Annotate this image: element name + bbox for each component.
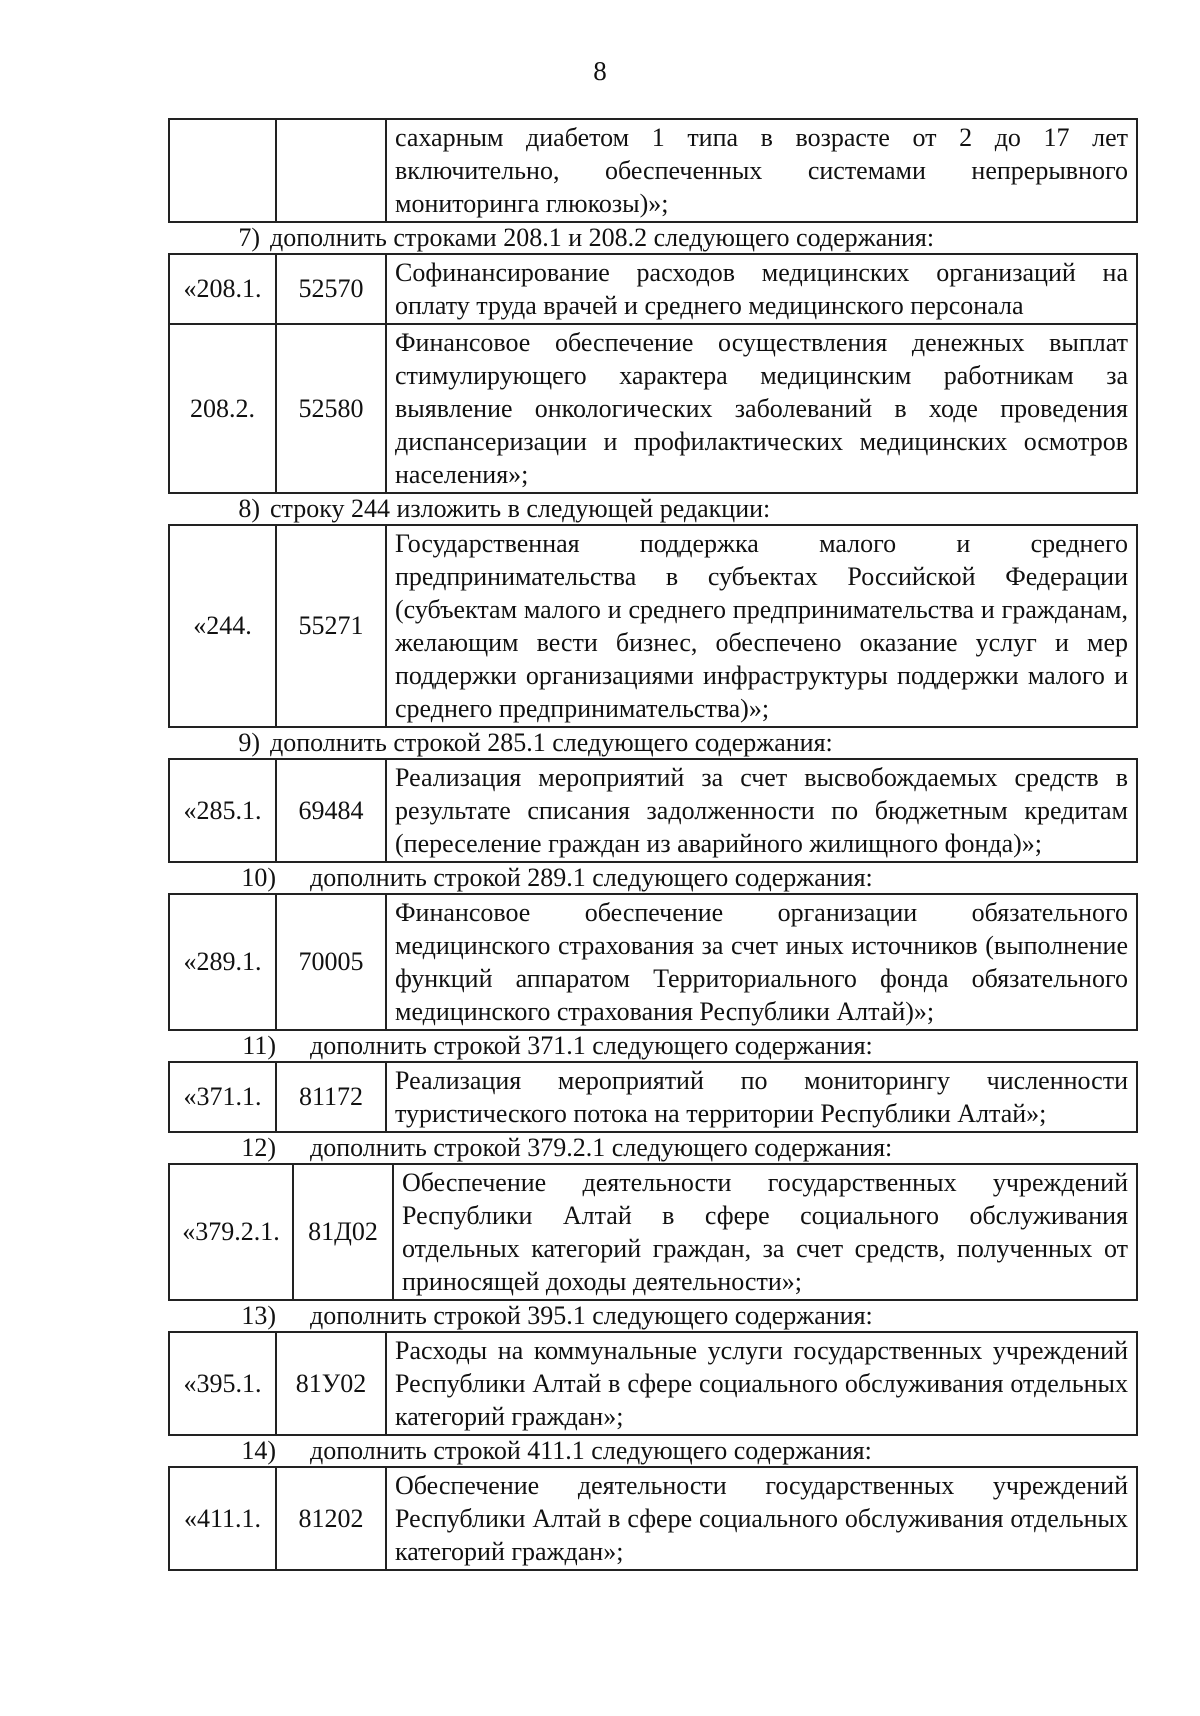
row-code: 81172 [276,1062,386,1132]
section-number: 8) [238,494,260,523]
row-number: «379.2.1. [169,1164,293,1300]
row-text: Реализация мероприятий по мониторингу численности туристического потока на территории Республики Алтай»; [386,1062,1137,1132]
row-code: 52580 [276,324,386,493]
row-code: 81Д02 [293,1164,393,1300]
section-table [168,1061,1138,1133]
section-number: 11) [242,1031,276,1060]
table-row [169,1332,1137,1435]
row-number: «371.1. [169,1062,276,1132]
table-row [169,254,1137,324]
row-number [169,119,276,222]
table-row [169,324,1137,493]
row-number: 208.2. [169,324,276,493]
row-text: Расходы на коммунальные услуги государственных учреждений Республики Алтай в сфере социального обслуживания отдельных категорий граждан»; [386,1332,1137,1435]
section-heading [168,1133,1138,1163]
continuation-table [168,118,1138,223]
row-code: 52570 [276,254,386,324]
section-table [168,1163,1138,1301]
row-code: 70005 [276,894,386,1030]
row-text: Государственная поддержка малого и среднего предпринимательства в субъектах Российской Федерации (субъектам малого и среднего предпринимательства и гражданам, желающим вести бизнес, обеспечено оказание услуг и мер поддержки организациями инфраструктуры поддержки малого и среднего предпринимательства)»; [386,525,1137,727]
section-table [168,253,1138,494]
row-text: Софинансирование расходов медицинских организаций на оплату труда врачей и среднего медицинского персонала [386,254,1137,324]
section-number: 14) [241,1436,276,1465]
section-number: 12) [241,1133,276,1162]
section-table [168,1331,1138,1436]
table-row [169,1062,1137,1132]
section-heading [168,1436,1138,1466]
table-row [169,759,1137,862]
row-text: Финансовое обеспечение организации обязательного медицинского страхования за счет иных источников (выполнение функций аппаратом Территориального фонда обязательного медицинского страхования Республики Алтай)»; [386,894,1137,1030]
table-row [169,1467,1137,1570]
section-heading [168,1031,1138,1061]
row-number: «395.1. [169,1332,276,1435]
section-text: дополнить строкой 371.1 следующего содержания: [310,1031,873,1060]
section-number: 13) [241,1301,276,1330]
section-table [168,893,1138,1031]
section-number: 7) [238,223,260,252]
section-text: строку 244 изложить в следующей редакции: [270,494,771,523]
row-number: «289.1. [169,894,276,1030]
document-body [168,118,1138,1571]
section-heading [168,728,1138,758]
row-code: 69484 [276,759,386,862]
section-heading [168,1301,1138,1331]
row-text: Обеспечение деятельности государственных учреждений Республики Алтай в сфере социального обслуживания отдельных категорий граждан»; [386,1467,1137,1570]
section-heading [168,223,1138,253]
section-heading [168,863,1138,893]
row-text: Обеспечение деятельности государственных учреждений Республики Алтай в сфере социального обслуживания отдельных категорий граждан, за счет средств, полученных от приносящей доходы деятельности»; [393,1164,1137,1300]
row-code: 81202 [276,1467,386,1570]
section-text: дополнить строкой 289.1 следующего содержания: [310,863,873,892]
section-text: дополнить строкой 379.2.1 следующего содержания: [310,1133,893,1162]
section-table [168,758,1138,863]
table-row [169,1164,1137,1300]
section-table [168,524,1138,728]
table-row [169,894,1137,1030]
row-text: Реализация мероприятий за счет высвобождаемых средств в результате списания задолженности по бюджетным кредитам (переселение граждан из аварийного жилищного фонда)»; [386,759,1137,862]
row-number: «244. [169,525,276,727]
row-number: «411.1. [169,1467,276,1570]
row-text: Финансовое обеспечение осуществления денежных выплат стимулирующего характера медицинским работникам за выявление онкологических заболеваний в ходе проведения диспансеризации и профилактических медицинских осмотров населения»; [386,324,1137,493]
row-code [276,119,386,222]
row-text: сахарным диабетом 1 типа в возрасте от 2 до 17 лет включительно, обеспеченных системами непрерывного мониторинга глюкозы)»; [386,119,1137,222]
section-text: дополнить строками 208.1 и 208.2 следующего содержания: [270,223,935,252]
row-code: 81У02 [276,1332,386,1435]
section-table [168,1466,1138,1571]
page-number: 8 [593,56,607,86]
row-code: 55271 [276,525,386,727]
row-number: «208.1. [169,254,276,324]
table-row [169,119,1137,222]
section-number: 10) [241,863,276,892]
section-text: дополнить строкой 395.1 следующего содержания: [310,1301,873,1330]
section-text: дополнить строкой 411.1 следующего содержания: [310,1436,872,1465]
row-number: «285.1. [169,759,276,862]
section-heading [168,494,1138,524]
section-number: 9) [238,728,260,757]
table-row [169,525,1137,727]
section-text: дополнить строкой 285.1 следующего содержания: [270,728,833,757]
